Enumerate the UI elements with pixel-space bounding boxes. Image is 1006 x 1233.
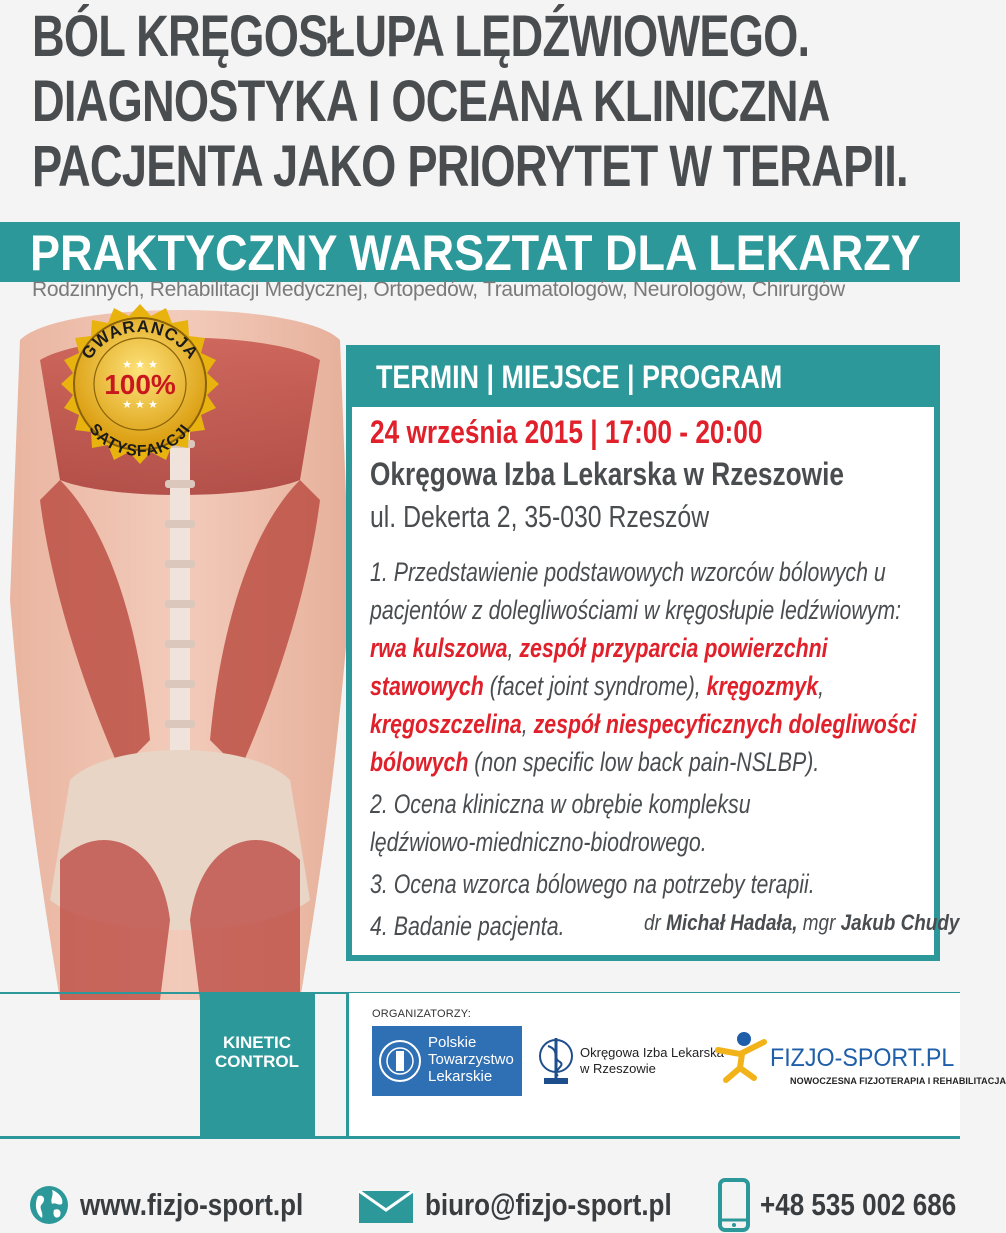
program-item-1-line-4: stawowych (facet joint syndrome), kręgozmyk, [370, 671, 825, 701]
term-nslbp-1: zespół niespecyficznych dolegliwości [533, 709, 917, 739]
ptl-emblem-icon [376, 1031, 424, 1091]
program-item-1-line-6: bólowych (non specific low back pain-NSLBP). [370, 747, 820, 777]
term-facet-1: zespół przyparcia powierzchni [519, 633, 828, 663]
kinetic-control-text: KINETIC CONTROL [214, 1033, 300, 1071]
seal-badge [52, 302, 228, 478]
oil-emblem-icon [536, 1032, 576, 1090]
website-link[interactable]: www.fizjo-sport.pl [80, 1187, 304, 1222]
svg-text:★ ★ ★: ★ ★ ★ [122, 359, 158, 371]
email-link[interactable]: biuro@fizjo-sport.pl [425, 1187, 672, 1222]
program-item-1-line-5: kręgoszczelina, zespół niespecyficznych dolegliwości [370, 709, 917, 739]
phone-number[interactable]: +48 535 002 686 [760, 1187, 957, 1222]
panel-header [352, 351, 934, 407]
program-item-4: 4. Badanie pacjenta. [370, 911, 565, 941]
fizjo-figure-icon [714, 1030, 772, 1084]
ptl-name: Polskie Towarzystwo Lekarskie [428, 1034, 514, 1085]
program-item-1-line-2: pacjentów z dolegliwościami w kręgosłupie ledźwiowym: [370, 595, 902, 625]
program-list [370, 556, 923, 948]
seal-center-text: 100% [104, 369, 176, 400]
title-line-1: BÓL KRĘGOSŁUPA LĘDŹWIOWEGO. [32, 4, 810, 69]
oil-name: Okręgowa Izba Lekarska w Rzeszowie [580, 1045, 724, 1076]
program-item-1-line-3: rwa kulszowa, zespół przyparcia powierzchni [370, 633, 828, 663]
title-line-2: DIAGNOSTYKA I OCEANA KLINICZNA [32, 69, 830, 134]
poster-title [32, 4, 908, 199]
seal-top-text: GWARANCJA [77, 316, 203, 363]
event-address: ul. Dekerta 2, 35-030 Rzeszów [370, 499, 710, 534]
divider-bottom [0, 1136, 960, 1139]
fizjo-tagline: NOWOCZESNA FIZJOTERAPIA I REHABILITACJA [790, 1076, 1006, 1086]
target-audience: Rodzinnych, Rehabilitacji Medycznej, Ortopedów, Traumatologów, Neurologów, Chirurgów [32, 278, 845, 301]
banner-text: PRAKTYCZNY WARSZTAT DLA LEKARZY [30, 225, 921, 281]
program-item-1-line-1: 1. Przedstawienie podstawowych wzorców bólowych u [370, 557, 886, 587]
program-item-3: 3. Ocena wzorca bólowego na potrzeby terapii. [370, 869, 815, 899]
envelope-icon [358, 1190, 414, 1224]
program-item-2-line-1: 2. Ocena kliniczna w obrębie kompleksu [370, 789, 751, 819]
program-item-2-line-2: lędźwiowo-miedniczno-biodrowego. [370, 827, 707, 857]
title-line-3: PACJENTA JAKO PRIORYTET W TERAPII. [32, 134, 908, 199]
svg-text:★ ★ ★: ★ ★ ★ [122, 399, 158, 411]
event-venue: Okręgowa Izba Lekarska w Rzeszowie [370, 456, 844, 492]
term-facet-2: stawowych [370, 671, 484, 701]
globe-icon [28, 1184, 70, 1226]
fizjo-brand: FIZJO-SPORT.PL [770, 1044, 955, 1072]
term-nslbp-2: bólowych [370, 747, 469, 777]
authors: dr Michał Hadała, mgr Jakub Chudy [644, 910, 960, 935]
seal-bottom-text: SATYSFAKCJI [85, 420, 195, 461]
panel-heading: TERMIN | MIEJSCE | PROGRAM [376, 359, 783, 395]
author-1: Michał Hadała, [666, 910, 798, 935]
term-spondylolysis: kręgoszczelina [370, 709, 522, 739]
term-spondylolisthesis: kręgozmyk [706, 671, 819, 701]
term-sciatica: rwa kulszowa [370, 633, 508, 663]
organizers-label: ORGANIZATORZY: [372, 1008, 471, 1020]
event-date-time: 24 września 2015 | 17:00 - 20:00 [370, 414, 763, 450]
author-2: Jakub Chudy [840, 910, 960, 935]
phone-icon [718, 1178, 750, 1232]
